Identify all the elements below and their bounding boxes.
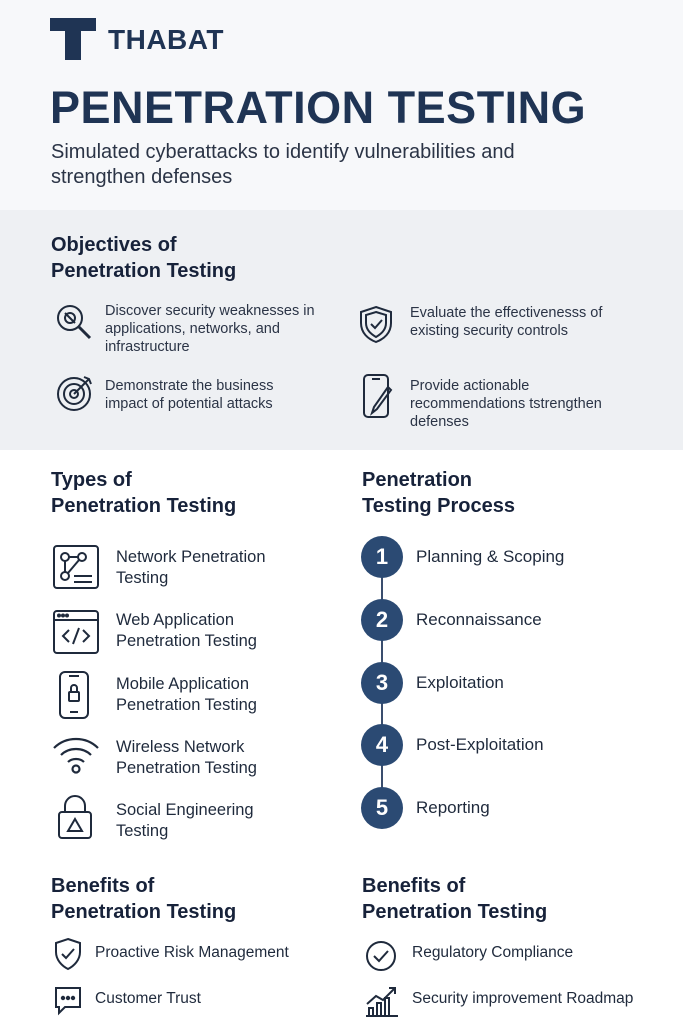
benefit-item: Security improvement Roadmap xyxy=(412,990,634,1007)
step-number: 5 xyxy=(361,787,403,829)
benefits-heading-right: Benefits of Penetration Testing xyxy=(362,875,548,923)
shield-check-icon xyxy=(356,304,396,344)
benefit-item: Customer Trust xyxy=(95,990,201,1007)
objective-text: Discover security weaknesses in applications, networks, and infrastructure xyxy=(105,303,315,355)
step-label: Exploitation xyxy=(416,673,504,692)
type-item-network: Network Penetration Testing xyxy=(116,548,266,587)
header xyxy=(0,0,683,210)
objective-text: Evaluate the effectivenesss of existing security controls xyxy=(410,305,603,339)
step-label: Reporting xyxy=(416,798,490,817)
brand-name: THABAT xyxy=(108,24,225,55)
step-label: Post-Exploitation xyxy=(416,735,544,754)
check-circle-icon xyxy=(365,940,397,972)
benefits-heading-left: Benefits of Penetration Testing xyxy=(51,875,237,923)
network-icon xyxy=(52,544,100,592)
page-subtitle: Simulated cyberattacks to identify vulnerabilities and strengthen defenses xyxy=(51,141,515,188)
benefit-item: Proactive Risk Management xyxy=(95,944,289,961)
type-item-web-app: Web Application Penetration Testing xyxy=(116,611,257,650)
step-label: Reconnaissance xyxy=(416,610,542,629)
wifi-icon xyxy=(52,736,100,784)
chat-bubble-icon xyxy=(53,985,85,1017)
type-item-social-engineering: Social Engineering Testing xyxy=(116,801,254,840)
code-window-icon xyxy=(52,609,100,657)
objective-text: Provide actionable recommendations tstrengthen defenses xyxy=(410,378,602,430)
shield-check-icon xyxy=(53,937,85,969)
objectives-heading: Objectives of Penetration Testing xyxy=(51,234,237,282)
thabat-logo-icon xyxy=(50,18,96,60)
step-number: 4 xyxy=(361,724,403,766)
mobile-lock-icon xyxy=(58,670,106,718)
phone-pen-icon xyxy=(358,373,398,413)
step-number: 3 xyxy=(361,662,403,704)
benefit-item: Regulatory Compliance xyxy=(412,944,574,961)
target-icon xyxy=(55,373,95,413)
type-item-mobile-app: Mobile Application Penetration Testing xyxy=(116,675,257,714)
magnifier-bug-icon xyxy=(54,302,94,342)
step-number: 2 xyxy=(361,599,403,641)
step-label: Planning & Scoping xyxy=(416,547,565,566)
objectives-section xyxy=(0,210,683,450)
growth-chart-icon xyxy=(364,984,396,1016)
type-item-wireless: Wireless Network Penetration Testing xyxy=(116,738,257,777)
objective-text: Demonstrate the business impact of potential attacks xyxy=(105,378,274,412)
padlock-icon xyxy=(56,794,104,842)
process-heading: Penetration Testing Process xyxy=(362,469,516,517)
step-number: 1 xyxy=(361,536,403,578)
types-heading: Types of Penetration Testing xyxy=(51,469,237,517)
page-title: PENETRATION TESTING xyxy=(50,82,587,133)
